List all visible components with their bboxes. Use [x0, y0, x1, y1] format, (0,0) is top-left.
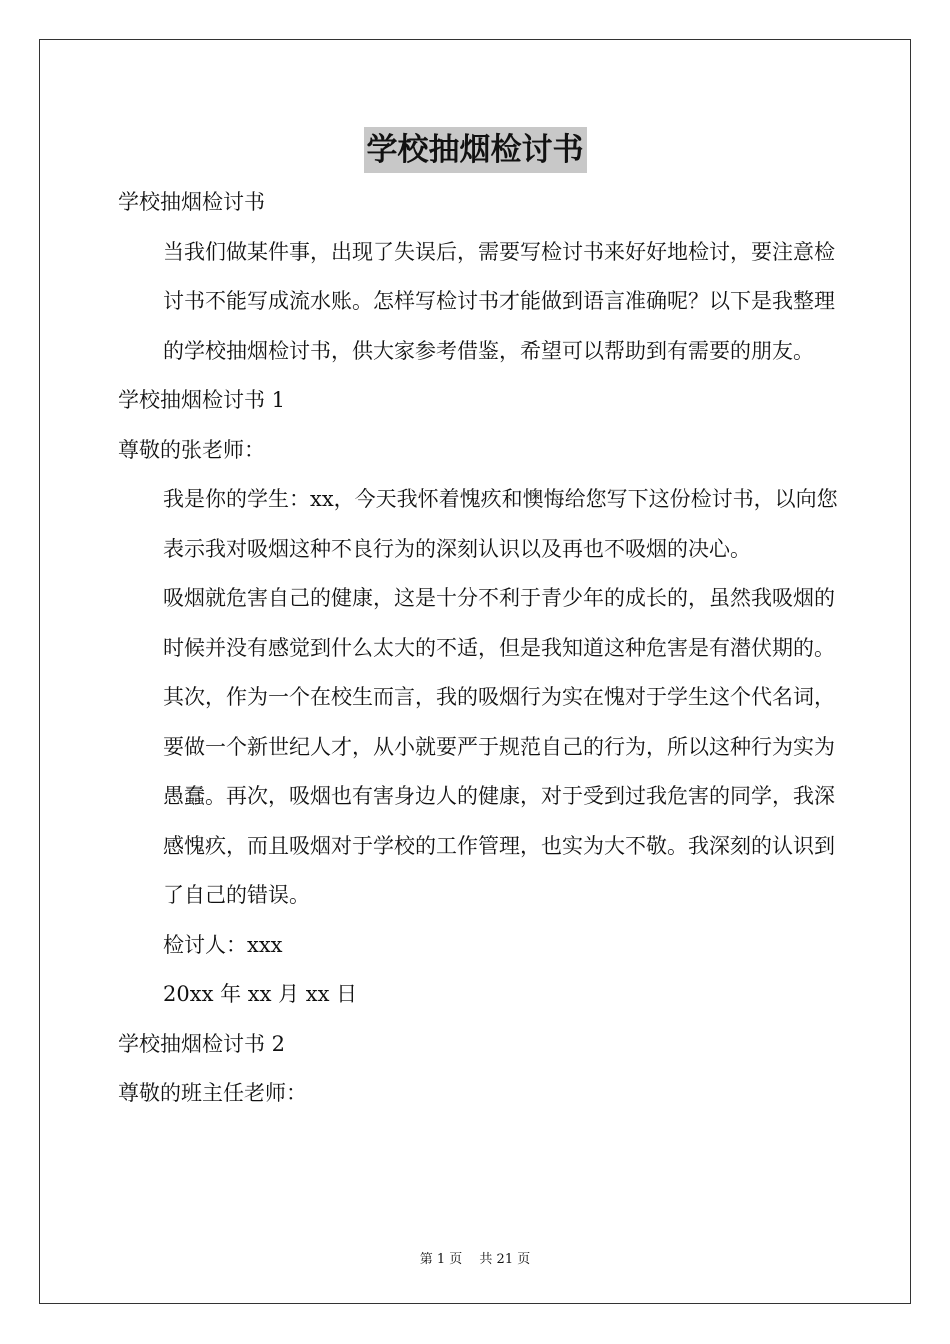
- document-title-wrapper: [0, 127, 950, 173]
- document-title: 学校抽烟检讨书: [364, 127, 587, 173]
- signature-line: 检讨人：xxx: [163, 932, 283, 957]
- page-number: 第 1 页 共 21 页: [419, 1252, 531, 1267]
- salutation-2: 尊敬的班主任老师：: [118, 1081, 307, 1105]
- paragraph-body-1: 我是你的学生：xx，今天我怀着愧疚和懊悔给您写下这份检讨书，以向您表示我对吸烟这种不良行为的深刻认识以及再也不吸烟的决心。: [163, 487, 838, 561]
- paragraph-body-2: 吸烟就危害自己的健康，这是十分不利于青少年的成长的，虽然我吸烟的时候并没有感觉到什么太大的不适，但是我知道这种危害是有潜伏期的。其次，作为一个在校生而言，我的吸烟行为实在愧对于学生这个代名词，要做一个新世纪人才，从小就要严于规范自己的行为，所以这种行为实为愚蠢。再次，吸烟也有害身边人的健康，对于受到过我危害的同学，我深感愧疚，而且吸烟对于学校的工作管理，也实为大不敬。我深刻的认识到了自己的错误。: [163, 586, 835, 907]
- salutation-1: 尊敬的张老师：: [118, 437, 265, 462]
- date-line: 20xx 年 xx 月 xx 日: [163, 982, 358, 1006]
- paragraph-intro: 当我们做某件事，出现了失误后，需要写检讨书来好好地检讨，要注意检讨书不能写成流水账。怎样写检讨书才能做到语言准确呢？以下是我整理的学校抽烟检讨书，供大家参考借鉴，希望可以帮助到有需要的朋友。: [163, 239, 835, 363]
- section-heading-1: 学校抽烟检讨书 1: [118, 388, 286, 412]
- section-heading-2: 学校抽烟检讨书 2: [118, 1031, 286, 1056]
- paragraph-heading: 学校抽烟检讨书: [118, 190, 265, 214]
- page-footer: [0, 1248, 950, 1267]
- document-body: [118, 178, 838, 1119]
